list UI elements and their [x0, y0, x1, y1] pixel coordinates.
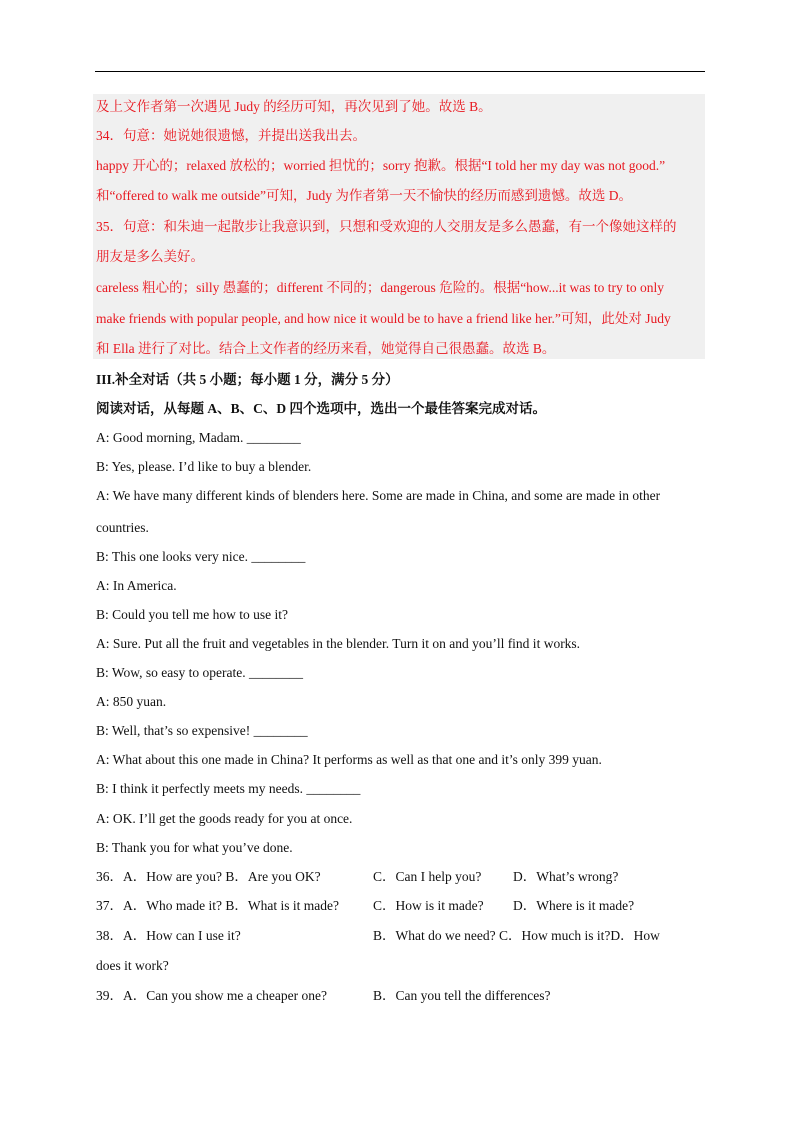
q39-option-a: 39．A．Can you show me a cheaper one?	[96, 988, 327, 1003]
dialogue-line: B: Wow, so easy to operate. ________	[96, 665, 304, 680]
dialogue-line: B: Yes, please. I’d like to buy a blender.	[96, 459, 312, 474]
dialogue-line: B: Well, that’s so expensive! ________	[96, 723, 308, 738]
q35-analysis-line: 和 Ella 进行了对比。结合上文作者的经历来看，她觉得自己很愚蠢。故选 B。	[96, 341, 556, 356]
dialogue-line: B: This one looks very nice. ________	[96, 549, 306, 564]
q34-analysis-line: 和“offered to walk me outside”可知，Judy 为作者第一天不愉快的经历而感到遗憾。故选 D。	[96, 188, 632, 203]
q34-analysis-title: 34．句意：她说她很遗憾，并提出送我出去。	[96, 128, 366, 143]
section-instruction: 阅读对话，从每题 A、B、C、D 四个选项中，选出一个最佳答案完成对话。	[96, 401, 547, 416]
q36-options-ab: 36．A．How are you? B．Are you OK?	[96, 869, 321, 884]
dialogue-line: A: 850 yuan.	[96, 694, 167, 709]
q36-option-d: D．What’s wrong?	[513, 869, 619, 884]
q39-option-b: B．Can you tell the differences?	[373, 988, 551, 1003]
q38-option-a: 38．A．How can I use it?	[96, 928, 241, 943]
q37-option-c: C．How is it made?	[373, 898, 484, 913]
dialogue-line: B: Thank you for what you’ve done.	[96, 840, 293, 855]
q35-analysis-line: make friends with popular people, and how nice it would be to have a friend like her.”可知，此处对 Judy	[96, 311, 671, 326]
dialogue-line: countries.	[96, 520, 149, 535]
dialogue-line: A: In America.	[96, 578, 177, 593]
section-title: III.补全对话（共 5 小题；每小题 1 分，满分 5 分）	[96, 372, 399, 387]
q37-option-d: D．Where is it made?	[513, 898, 635, 913]
dialogue-line: A: What about this one made in China? It performs as well as that one and it’s only 399 yuan.	[96, 752, 602, 767]
q37-options-ab: 37．A．Who made it? B．What is it made?	[96, 898, 339, 913]
analysis-line: 及上文作者第一次遇见 Judy 的经历可知，再次见到了她。故选 B。	[96, 99, 492, 114]
dialogue-line: A: OK. I’ll get the goods ready for you at once.	[96, 811, 353, 826]
dialogue-line: B: Could you tell me how to use it?	[96, 607, 288, 622]
q38-options-bcd: B．What do we need? C．How much is it?D．How	[373, 928, 660, 943]
dialogue-line: A: Sure. Put all the fruit and vegetables in the blender. Turn it on and you’ll find it works.	[96, 636, 581, 651]
q35-analysis-line: 35．句意：和朱迪一起散步让我意识到，只想和受欢迎的人交朋友是多么愚蠢，有一个像她这样的	[96, 219, 677, 234]
dialogue-line: A: We have many different kinds of blenders here. Some are made in China, and some are made in other	[96, 488, 661, 503]
q38-continuation: does it work?	[96, 958, 169, 973]
q36-option-c: C．Can I help you?	[373, 869, 482, 884]
q34-analysis-line: happy 开心的；relaxed 放松的；worried 担忧的；sorry 抱歉。根据“I told her my day was not good.”	[96, 158, 666, 173]
dialogue-line: B: I think it perfectly meets my needs. ________	[96, 781, 361, 796]
header-rule	[95, 71, 705, 72]
q35-analysis-line: careless 粗心的；silly 愚蠢的；different 不同的；dangerous 危险的。根据“how...it was to try to only	[96, 280, 665, 295]
dialogue-line: A: Good morning, Madam. ________	[96, 430, 301, 445]
q35-analysis-line: 朋友是多么美好。	[96, 249, 204, 264]
